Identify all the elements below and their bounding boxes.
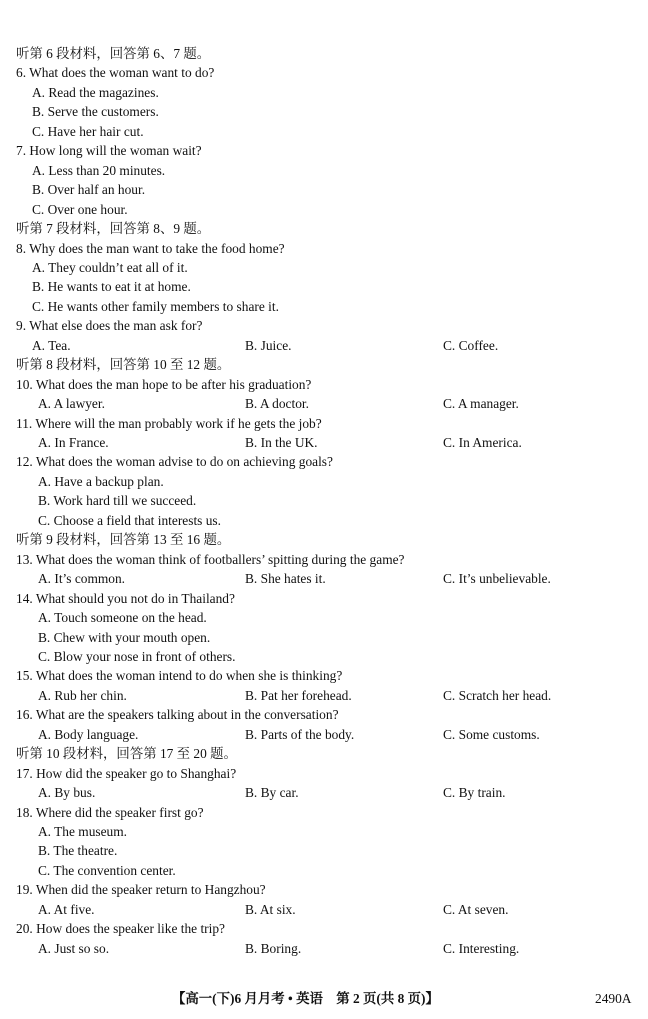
answer-option-c: C. In America. (443, 435, 522, 450)
answer-option-a: A. A lawyer. (38, 396, 105, 412)
answer-option-b: B. Parts of the body. (245, 726, 355, 742)
answer-option-a: A. In France. (38, 435, 109, 450)
question-text: 20. How does the speaker like the trip? (16, 921, 225, 937)
section-heading: 听第 8 段材料，回答第 10 至 12 题。 (16, 357, 231, 373)
answer-option: A. Have a backup plan. (38, 473, 164, 489)
answer-option: B. Work hard till we succeed. (38, 493, 197, 509)
answer-option-a: A. At five. (38, 901, 95, 917)
answer-option-a: A. It’s common. (38, 571, 126, 587)
question-text: 9. What else does the man ask for? (16, 318, 203, 334)
question-text: 8. Why does the man want to take the food home? (16, 240, 285, 256)
answer-option: A. Touch someone on the head. (38, 610, 207, 626)
section-heading: 听第 9 段材料，回答第 13 至 16 题。 (16, 532, 231, 548)
page-footer (0, 989, 648, 1009)
answer-option-a: A. Rub her chin. (38, 687, 127, 703)
answer-option-b: B. A doctor. (245, 396, 309, 412)
answer-option-row (0, 900, 648, 919)
answer-option-a: A. Tea. (32, 337, 71, 353)
question-text: 10. What does the man hope to be after his graduation? (16, 376, 312, 392)
answer-option: B. Over half an hour. (32, 182, 146, 198)
answer-option: C. Choose a field that interests us. (38, 512, 221, 528)
answer-option-b: B. At six. (245, 901, 296, 917)
question-text: 13. What does the woman think of footballers’ spitting during the game? (16, 551, 405, 567)
answer-option-b: B. Boring. (245, 940, 302, 956)
section-heading: 听第 7 段材料，回答第 8、9 题。 (16, 221, 211, 237)
answer-option-row (0, 686, 648, 705)
answer-option-a: A. Body language. (38, 726, 139, 742)
section-heading: 听第 10 段材料，回答第 17 至 20 题。 (16, 746, 237, 762)
answer-option-a: A. Just so so. (38, 940, 110, 956)
answer-option-row (0, 433, 648, 452)
answer-option: B. The theatre. (38, 843, 118, 859)
answer-option-b: B. Juice. (245, 337, 292, 353)
section-heading: 听第 6 段材料，回答第 6、7 题。 (16, 46, 211, 61)
question-text: 11. Where will the man probably work if he gets the job? (16, 415, 322, 431)
answer-option: B. Serve the customers. (32, 104, 159, 120)
answer-option-row (0, 569, 648, 588)
footer-title: 【高一(下)6 月月考 • 英语 第 2 页(共 8 页)】 (172, 991, 439, 1006)
answer-option: C. The convention center. (38, 862, 176, 878)
question-text: 16. What are the speakers talking about in the conversation? (16, 707, 339, 723)
answer-option-b: B. She hates it. (245, 571, 326, 587)
answer-option: A. They couldn’t eat all of it. (32, 259, 188, 275)
answer-option: B. He wants to eat it at home. (32, 279, 191, 295)
question-text: 19. When did the speaker return to Hangzhou? (16, 882, 266, 898)
answer-option-c: C. By train. (443, 785, 506, 801)
answer-option-row (0, 783, 648, 802)
answer-option: A. Less than 20 minutes. (32, 162, 166, 178)
question-text: 12. What does the woman advise to do on achieving goals? (16, 454, 333, 470)
question-text: 6. What does the woman want to do? (16, 65, 215, 81)
answer-option-row (0, 336, 648, 355)
answer-option-b: B. In the UK. (245, 435, 318, 450)
answer-option-row (0, 725, 648, 744)
answer-option: A. The museum. (38, 824, 128, 839)
answer-option-c: C. It’s unbelievable. (443, 571, 551, 587)
answer-option-c: C. Coffee. (443, 337, 499, 353)
answer-option-row (0, 394, 648, 413)
question-text: 17. How did the speaker go to Shanghai? (16, 765, 237, 781)
answer-option: A. Read the magazines. (32, 84, 159, 100)
answer-option-c: C. A manager. (443, 396, 519, 412)
answer-option-c: C. Some customs. (443, 726, 540, 742)
answer-option: C. Blow your nose in front of others. (38, 648, 236, 664)
answer-option: C. Over one hour. (32, 201, 128, 217)
answer-option-b: B. Pat her forehead. (245, 687, 352, 703)
question-text: 14. What should you not do in Thailand? (16, 590, 235, 606)
answer-option-c: C. Interesting. (443, 940, 520, 956)
question-text: 7. How long will the woman wait? (16, 143, 202, 159)
answer-option-c: C. Scratch her head. (443, 687, 552, 703)
answer-option-c: C. At seven. (443, 901, 509, 917)
answer-option-a: A. By bus. (38, 785, 96, 801)
answer-option: C. Have her hair cut. (32, 123, 144, 139)
question-text: 18. Where did the speaker first go? (16, 804, 204, 820)
footer-code: 2490A (595, 991, 632, 1006)
answer-option-row (0, 939, 648, 958)
answer-option: B. Chew with your mouth open. (38, 629, 211, 645)
answer-option-b: B. By car. (245, 785, 299, 801)
answer-option: C. He wants other family members to share it. (32, 298, 279, 314)
question-text: 15. What does the woman intend to do when she is thinking? (16, 668, 343, 684)
